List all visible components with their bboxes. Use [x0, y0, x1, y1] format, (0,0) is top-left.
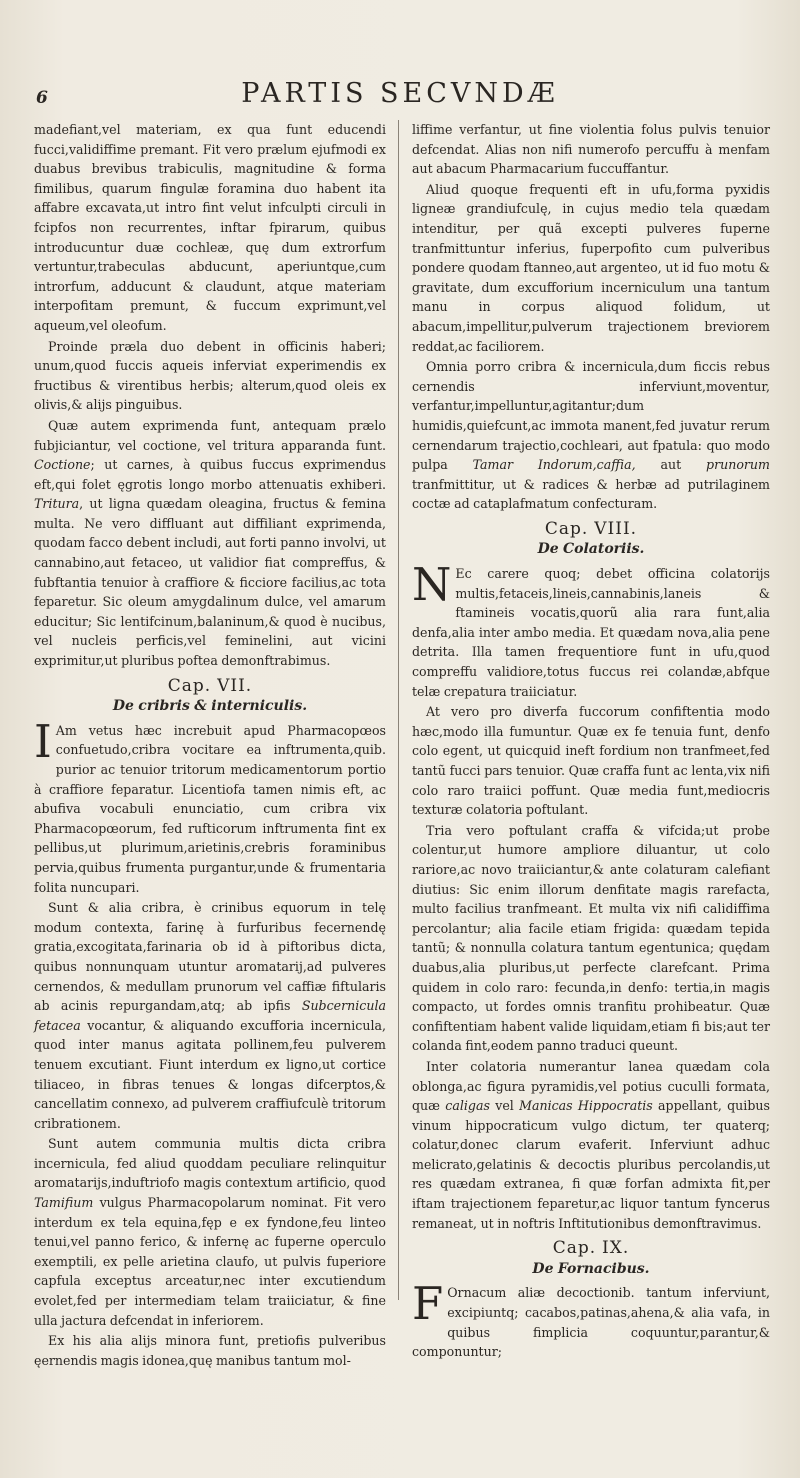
paragraph	[412, 357, 770, 514]
text-run: Omnia porro cribra & incernicula,dum ficcis rebus cernendis inferviunt,moventur, verfantur,impelluntur,agitantur;dum humidis,quiefcunt,ac immota manent,fed juvatur rerum cernendarum trajectio,cochleari, aut fpatula: quo modo pulpa	[412, 359, 770, 473]
page-number: 6	[36, 88, 48, 108]
italic-term: prunorum	[706, 457, 770, 473]
text-run: vulgus Pharmacopolarum nominat. Fit vero interdum ex tela equina,fęp e ex fyndone,feu linteo tenui,vel panno ferico, & infernę ac fuperne operculo exemptili, ex pelle arietina claufo, ut pulvis fuperiore capfula exceptus arceatur,nec inter excutiendum evolet,fed per intermediam telam traiiciatur, & fine ulla jactura defcendat in inferiorem.	[34, 1195, 386, 1328]
italic-term: Tamifium	[34, 1195, 94, 1211]
chapter-heading: Cap. VII.	[167, 675, 253, 696]
italic-term: Subcernicula fetacea	[34, 998, 386, 1033]
italic-term: Tamar Indorum,caffia,	[472, 457, 636, 473]
right-column	[412, 120, 770, 1363]
column-divider	[398, 120, 399, 1300]
chapter-title: De Fornacibus.	[532, 1260, 650, 1277]
paragraph: Aliud quoque frequenti eft in ufu,forma pyxidis ligneæ grandiufculę, in cujus medio tela quædam intenditur, per quã excepti pulveres fuperne tranfmittuntur inferius, fuperpofito cum pulveribus pondere quodam ftanneo,aut argenteo, ut id fuo motu & gravitate, dum excufforium incerniculum una tantum manu in corpus aliquod folidum, ut abacum,impellitur,pulverum trajectionem breviorem reddat,ac faciliorem.	[412, 181, 770, 354]
paragraph	[34, 1134, 386, 1330]
paragraph	[412, 1277, 770, 1361]
text-run: vocantur, & aliquando excufforia incernicula, quod inter manus agitata pollinem,feu pulverem tenuem excutiant. Fiunt interdum ex ligno,ut cortice tiliaceo, in fibras tenues & longas difcerptos,& cancellatim connexo, ad pulverem craffiufculè tritorum cribrationem.	[34, 1017, 386, 1131]
drop-cap: I	[34, 714, 52, 768]
chapter-heading: Cap. IX.	[552, 1238, 630, 1259]
text-run: aut	[660, 457, 682, 473]
chapter-heading: Cap. VIII.	[544, 518, 638, 539]
italic-term: Manicas Hippocratis	[519, 1098, 653, 1114]
text-run: Sunt autem communia multis dicta cribra incernicula, fed aliud quoddam peculiare relinquitur aromatarijs,induftriofo magis contextum artificio, quod	[34, 1136, 386, 1191]
chapter-title: De cribris & interniculis.	[112, 698, 308, 715]
paragraph: Ex his alia alijs minora funt, pretiofis pulveribus ęernendis magis idonea,quę manibus tantum mol-	[34, 1333, 386, 1368]
chapter-title: De Colatoriis.	[537, 541, 645, 558]
text-run: Quæ autem exprimenda funt, antequam prælo fubjiciantur, vel coctione, vel tritura apparanda funt.	[34, 417, 386, 453]
text-run: , ut ligna quædam oleagina, fructus & femina multa. Ne vero diffluant aut diffiliant exprimenda, quodam facco debent includi, aut forti panno involvi, ut cannabino,aut fetaceo, ut validior fiat compreffus, & fubftantia tenuior à craffiore & ficciore facilius,ac tota feparetur. Sic oleum amygdalinum dulce, vel amarum educitur; Sic lentifcinum,balaninum,& quod è nucibus, vel nucleis perficis,vel feminelini, aut vicini exprimitur,ut pluribus poftea demonftrabimus.	[34, 496, 386, 669]
paragraph: liffime verfantur, ut fine violentia folus pulvis tenuior defcendat. Alias non nifi numerofo percuffu à menfam aut abacum Pharmacarium fuccuffantur.	[412, 122, 770, 177]
text-run: vel	[495, 1098, 514, 1114]
drop-cap: F	[412, 1277, 444, 1331]
paragraph: madefiant,vel materiam, ex qua funt educendi fucci,validiffime premant. Fit vero prælum ejufmodi ex duabus brevibus trabiculis, magnitudine & forma fimilibus, quarum fingulæ foramina duo habent ita affabre excavata,ut intro fint velut infculpti circuli in fcipfos non recurrentes, inftar fpirarum, quibus introducuntur duæ cochleæ, quę dum extrorfum vertuntur,trabeculas abducunt, aperiuntque,cum introrfum, adducunt & claudunt, atque materiam interpofitam premunt, & fuccum exprimunt,vel aqueum,vel oleofum.	[34, 122, 386, 333]
text-run: ; ut carnes, à quibus fuccus exprimendus eft,qui folet ęgrotis longo morbo attenuatis exhiberi.	[34, 457, 386, 492]
paragraph: Tria vero poftulant craffa & vifcida;ut probe colentur,ut humore ampliore diluantur, ut colo rariore,ac novo traiiciantur,& ante colaturam calefiant diutius: Sic enim illorum denfitate magis rarefacta, multo facilius tranfmeant. Et multa vix nifi calidiffima percolantur; alia facile etiam frigida: quædam tepida tantũ; & nonnulla colatura tantum egentunica; quędam duabus,alia pluribus,ut perfecte clarefcant. Prima quidem in colo raro: fecunda,in denfo: tertia,in magis compacto, ut fordes omnis tranfitu prohibeatur. Quæ confiftentiam habent valide liquidam,etiam fi bis;aut ter colanda fint,eodem panno traduci queunt.	[412, 822, 770, 1054]
paragraph: At vero pro diverfa fuccorum confiftentia modo hæc,modo illa fumuntur. Quæ ex fe tenuia funt, denfo colo egent, ut quicquid ineft fordium non tranfmeet,fed tantũ fucci pars tenuior. Quæ craffa funt ac lenta,vix nifi colo raro traiici poffunt. Quæ media funt,mediocris texturæ colatoria poftulant.	[412, 704, 770, 818]
page-header	[0, 78, 800, 114]
paragraph	[34, 714, 386, 897]
paragraph	[34, 416, 386, 671]
left-column	[34, 120, 386, 1371]
paragraph	[412, 1057, 770, 1233]
paragraph	[34, 898, 386, 1133]
drop-cap: N	[412, 558, 452, 612]
running-head: PARTIS SECVNDÆ	[241, 78, 559, 109]
text-run: Inter colatoria numerantur lanea quædam cola oblonga,ac figura pyramidis,vel potius cuculli formata, quæ	[412, 1058, 770, 1114]
text-run: Am vetus hæc increbuit apud Pharmacopœos confuetudo,cribra vocitare ea inftrumenta,quib. purior ac tenuior tritorum medicamentorum portio à craffiore feparatur. Licentiofa tamen nimis eft, ac abufiva vocabuli enunciatio, cum cribra vix Pharmacopœorum, fed rufticorum inftrumenta fint ex pellibus,ut plurimum,arietinis,crebris foraminibus pervia,quibus frumenta purgantur,unde & frumentaria folita nuncupari.	[34, 722, 386, 895]
italic-term: caligas	[445, 1098, 490, 1114]
text-run: Ornacum aliæ decoctionib. tantum inferviunt, excipiuntq; cacabos,patinas,ahena,& alia vafa, in quibus fimplicia coquuntur,parantur,& componuntur;	[412, 1285, 770, 1360]
text-run: Sunt & alia cribra, è crinibus equorum in telę modum contexta, farinę à furfuribus fecernendę gratia,excogitata,farinaria ob id à piftoribus dicta, quibus nonnunquam utuntur aromatarij,ad pulveres cernendos, & medullam prunorum vel caffiæ fiftularis ab acinis repurgandam,atq; ab ipfis	[34, 900, 386, 1014]
italic-term: Coctione	[34, 457, 91, 473]
text-run: tranfmittitur, ut & radices & herbæ ad putrilaginem coctæ ad cataplafmatum confecturam.	[412, 476, 770, 512]
italic-term: Tritura	[34, 496, 80, 512]
paragraph: Proinde præla duo debent in officinis haberi; unum,quod fuccis aqueis inferviat experimendis ex fructibus & virentibus herbis; alterum,quod oleis ex olivis,& alijs pinguibus.	[34, 338, 386, 413]
paragraph	[412, 558, 770, 701]
text-run: Ec carere quoq; debet officina colatorijs multis,fetaceis,lineis,cannabinis,laneis & ftamineis vocatis,quorũ alia rara funt,alia denfa,alia inter ambo media. Et quædam nova,alia pene detrita. Illa tamen frequentiore funt in ufu,quod compreffu validiore,totus fuccus rei colandæ,abfque telæ crepatura traiiciatur.	[412, 566, 770, 699]
text-run: appellant, quibus vinum hippocraticum vulgo dictum, ter quaterq; colatur,donec clarum evaferit. Inferviunt adhuc melicrato,gelatinis & decoctis pluribus percolandis,ut res quædam extranea, fi quæ forfan admixta fit,per iftam trajectionem feparetur,ac liquor tantum fyncerus remaneat, ut in noftris Inftitutionibus demonftravimus.	[412, 1098, 770, 1231]
